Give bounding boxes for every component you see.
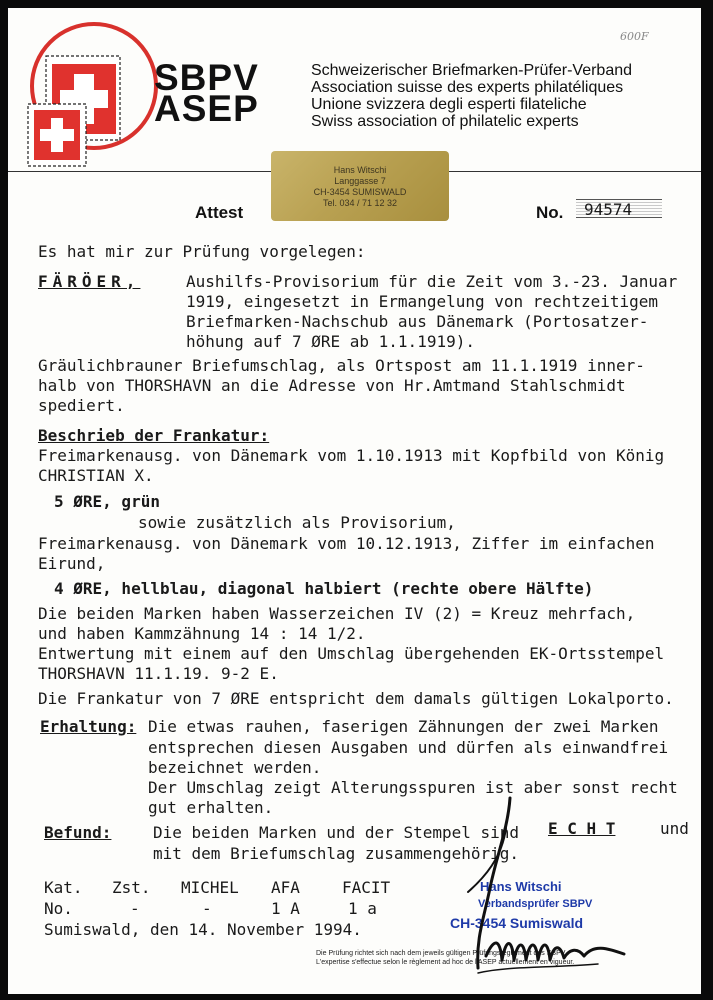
org-name-de: Schweizerischer Briefmarken-Prüfer-Verband	[311, 62, 633, 79]
befund-echt: E C H T	[548, 819, 616, 838]
befund-text: Die beiden Marken und der Stempel sind	[153, 823, 520, 842]
org-name-it: Unione svizzera degli esperti filateliche	[311, 96, 587, 113]
footer-line: Die Prüfung richtet sich nach dem jeweils gültigen Prüfungsreglement des SBPV.	[316, 950, 567, 957]
catalog-header-michel: MICHEL	[181, 878, 239, 897]
erhaltung-text-line: entsprechen diesen Ausgaben und dürfen als einwandfrei	[148, 738, 669, 757]
attest-no-label: No.	[536, 203, 564, 222]
marks-text-line: Die beiden Marken haben Wasserzeichen IV (2) = Kreuz mehrfach,	[38, 604, 636, 623]
cover-text-line: Gräulichbrauner Briefumschlag, als Ortspost am 11.1.1919 inner-	[38, 356, 645, 375]
frankatur-line: CHRISTIAN X.	[38, 466, 154, 485]
catalog-cell: 1 A	[271, 899, 300, 918]
address-line: Hans Witschi	[333, 165, 387, 175]
erhaltung-text-line: Die etwas rauhen, faserigen Zähnungen der zwei Marken	[148, 717, 659, 736]
address-line: Langgasse 7	[334, 176, 386, 186]
catalog-cell: -	[130, 899, 140, 918]
stamp-1-description: 5 ØRE, grün	[54, 492, 160, 511]
handwritten-signature-icon	[448, 788, 648, 988]
logo-acronym-asep: ASEP	[154, 88, 259, 129]
sbpv-logo-icon	[22, 18, 172, 178]
catalog-cell: 1 a	[348, 899, 377, 918]
date-line: Sumiswald, den 14. November 1994.	[44, 920, 362, 939]
attest-title: Attest	[195, 203, 244, 222]
org-name-fr: Association suisse des experts philatéliques	[311, 79, 624, 96]
country-text-line: Aushilfs-Provisorium für die Zeit vom 3.-23. Januar	[186, 272, 678, 291]
country-text-line: höhung auf 7 ØRE ab 1.1.1919).	[186, 332, 475, 351]
befund-text: mit dem Briefumschlag zusammengehörig.	[153, 844, 520, 863]
erhaltung-text-line: Der Umschlag zeigt Alterungsspuren ist aber sonst recht	[148, 778, 678, 797]
frankatur-line: Freimarkenausg. von Dänemark vom 1.10.1913 mit Kopfbild von König	[38, 446, 665, 465]
catalog-header-afa: AFA	[271, 878, 300, 897]
footer-line: L'expertise s'effectue selon le règlement ad hoc de l'ASEP actuellement en vigueur.	[316, 959, 575, 966]
catalog-cell: -	[202, 899, 212, 918]
erhaltung-label: Erhaltung:	[40, 717, 137, 736]
marks-text-line: Entwertung mit einem auf den Umschlag übergehenden EK-Ortsstempel	[38, 644, 665, 663]
catalog-cell: No.	[44, 899, 73, 918]
address-label	[271, 151, 449, 221]
attest-number: 94574	[576, 199, 662, 218]
marks-text-line: und haben Kammzähnung 14 : 14 1/2.	[38, 624, 366, 643]
frankatur-line: Freimarkenausg. von Dänemark vom 10.12.1913, Ziffer im einfachen	[38, 534, 655, 553]
catalog-header-kat: Kat.	[44, 878, 83, 897]
frankatur-line: Eirund,	[38, 554, 106, 573]
befund-und: und	[660, 819, 689, 838]
befund-label: Befund:	[44, 823, 112, 842]
signature-stamp-name: Hans Witschi	[480, 879, 562, 894]
frankatur-heading: Beschrieb der Frankatur:	[38, 426, 270, 445]
pencil-note: 600F	[620, 30, 649, 43]
erhaltung-text-line: bezeichnet werden.	[148, 758, 322, 777]
address-line: Tel. 034 / 71 12 32	[322, 198, 398, 208]
country-heading: FÄRÖER,	[38, 272, 141, 291]
certificate-sheet	[8, 8, 701, 994]
signature-stamp-location: CH-3454 Sumiswald	[450, 915, 584, 931]
country-text-line: Briefmarken-Nachschub aus Dänemark (Portosatzer-	[186, 312, 649, 331]
signature-stamp-title: Verbandsprüfer SBPV	[478, 898, 593, 910]
cover-text-line: spediert.	[38, 396, 125, 415]
marks-text-line: THORSHAVN 11.1.19. 9-2 E.	[38, 664, 279, 683]
logo-acronym-sbpv: SBPV	[154, 57, 259, 98]
stamp-2-description: 4 ØRE, hellblau, diagonal halbiert (rechte obere Hälfte)	[54, 579, 594, 598]
address-line: CH-3454 SUMISWALD	[313, 187, 407, 197]
catalog-header-zst: Zst.	[112, 878, 151, 897]
org-name-en: Swiss association of philatelic experts	[311, 113, 579, 130]
country-text-line: 1919, eingesetzt in Ermangelung von rechtzeitigem	[186, 292, 659, 311]
intro-text: Es hat mir zur Prüfung vorgelegen:	[38, 242, 366, 261]
porto-text: Die Frankatur von 7 ØRE entspricht dem damals gültigen Lokalporto.	[38, 689, 674, 708]
sowie-line: sowie zusätzlich als Provisorium,	[138, 513, 456, 532]
cover-text-line: halb von THORSHAVN an die Adresse von Hr.Amtmand Stahlschmidt	[38, 376, 626, 395]
erhaltung-text-line: gut erhalten.	[148, 798, 274, 817]
catalog-header-facit: FACIT	[342, 878, 391, 897]
